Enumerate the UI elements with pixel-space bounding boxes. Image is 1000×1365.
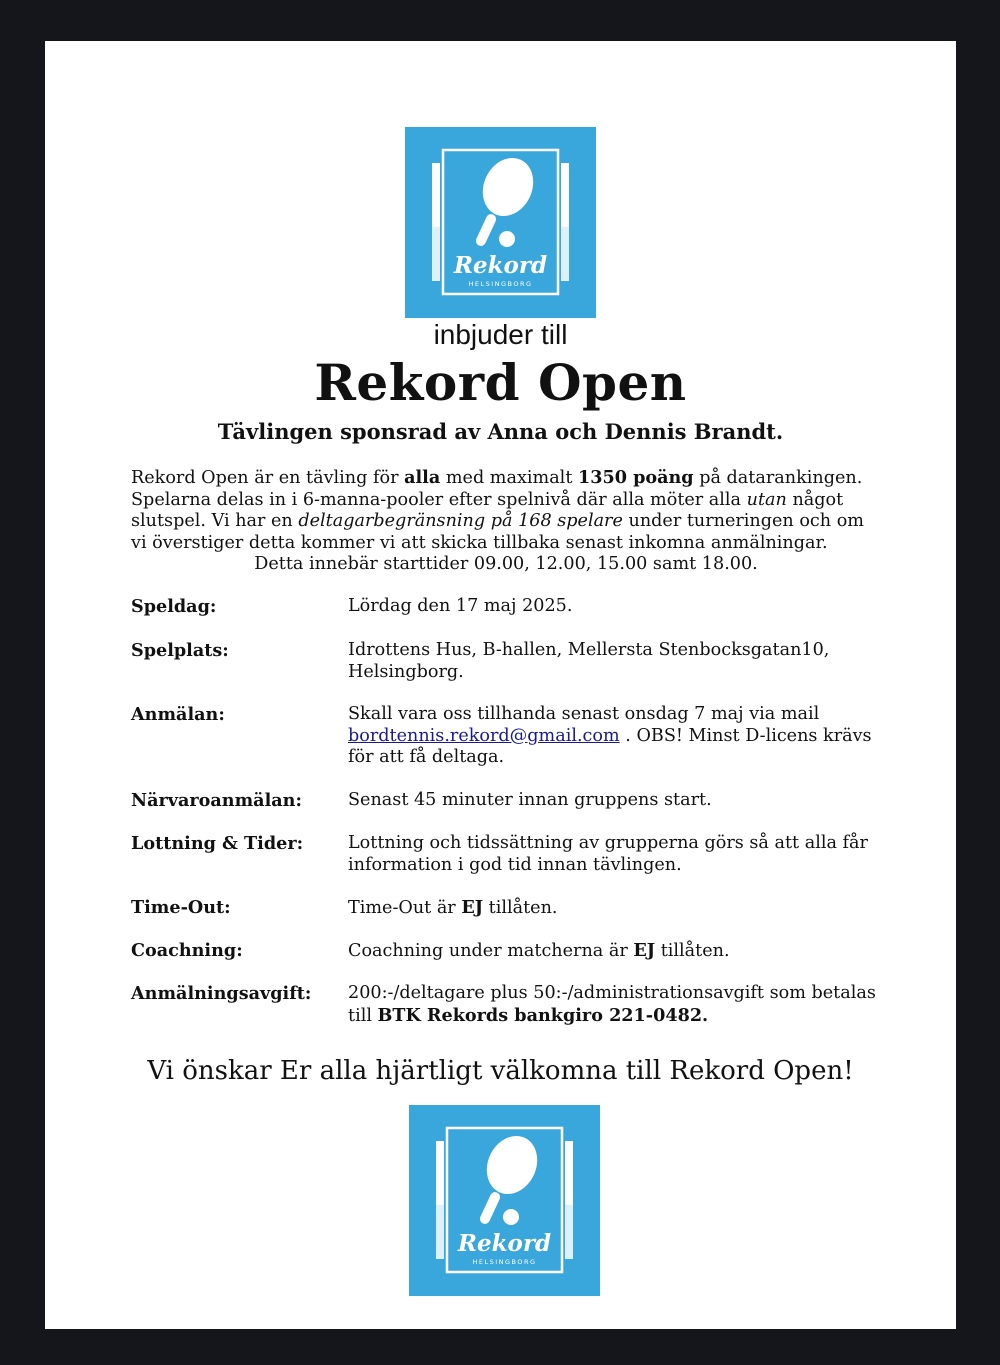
detail-value: Lottning och tidssättning av grupperna görs så att alla får information i god tid innan tävlingen. [348, 833, 868, 875]
detail-value: 200:-/deltagare plus 50:-/administrationsavgift som betalas till BTK Rekords bankgiro 221-0482. [348, 983, 876, 1026]
logo-city: HELSINGBORG [472, 1258, 537, 1266]
detail-value: Senast 45 minuter innan gruppens start. [348, 790, 712, 810]
intro-paragraph: Rekord Open är en tävling för alla med maximalt 1350 poäng på datarankingen. Spelarna delas in i 6-manna-pooler efter spelnivå där alla möter alla utan något slutspel. Vi har en deltagarbegränsning på 168 spelare under turneringen och om vi överstiger detta kommer vi att skicka tillbaka senast inkomna anmälningar. Detta innebär starttider 09.00, 12.00, 15.00 samt 18.00. [131, 467, 881, 576]
sponsor-line: Tävlingen sponsrad av Anna och Dennis Brandt. [217, 419, 784, 444]
detail-label: Lottning & Tider: [131, 833, 304, 854]
detail-label: Time-Out: [131, 897, 231, 918]
table-tennis-paddle-icon [405, 127, 596, 318]
detail-value: Lördag den 17 maj 2025. [348, 596, 573, 616]
detail-label: Spelplats: [131, 640, 229, 661]
detail-label: Speldag: [131, 596, 217, 617]
detail-label: Anmälningsavgift: [131, 983, 312, 1004]
logo-wordmark: Rekord [453, 252, 548, 279]
table-tennis-paddle-icon [409, 1105, 600, 1296]
detail-value: Idrottens Hus, B-hallen, Mellersta Stenbocksgatan10, Helsingborg. [348, 640, 830, 682]
detail-label: Närvaroanmälan: [131, 790, 302, 811]
logo-wordmark: Rekord [457, 1230, 552, 1257]
detail-label: Anmälan: [131, 704, 225, 725]
detail-label: Coachning: [131, 940, 243, 961]
detail-value: Skall vara oss tillhanda senast onsdag 7 maj via mail bordtennis.rekord@gmail.com . OBS! Minst D-licens krävs för att få deltaga. [348, 704, 872, 767]
event-title: Rekord Open [314, 353, 687, 412]
rekord-logo-bottom [409, 1105, 600, 1296]
logo-city: HELSINGBORG [468, 280, 533, 288]
detail-value: Coachning under matcherna är EJ tillåten. [348, 940, 730, 961]
email-link[interactable]: bordtennis.rekord@gmail.com [348, 725, 620, 746]
welcome-line: Vi önskar Er alla hjärtligt välkomna till Rekord Open! [147, 1056, 854, 1086]
invitation-flyer [45, 41, 956, 1329]
rekord-logo [405, 127, 596, 318]
invites-line: inbjuder till [433, 319, 568, 350]
start-times: Detta innebär starttider 09.00, 12.00, 15.00 samt 18.00. [254, 554, 758, 574]
detail-value: Time-Out är EJ tillåten. [348, 897, 558, 918]
